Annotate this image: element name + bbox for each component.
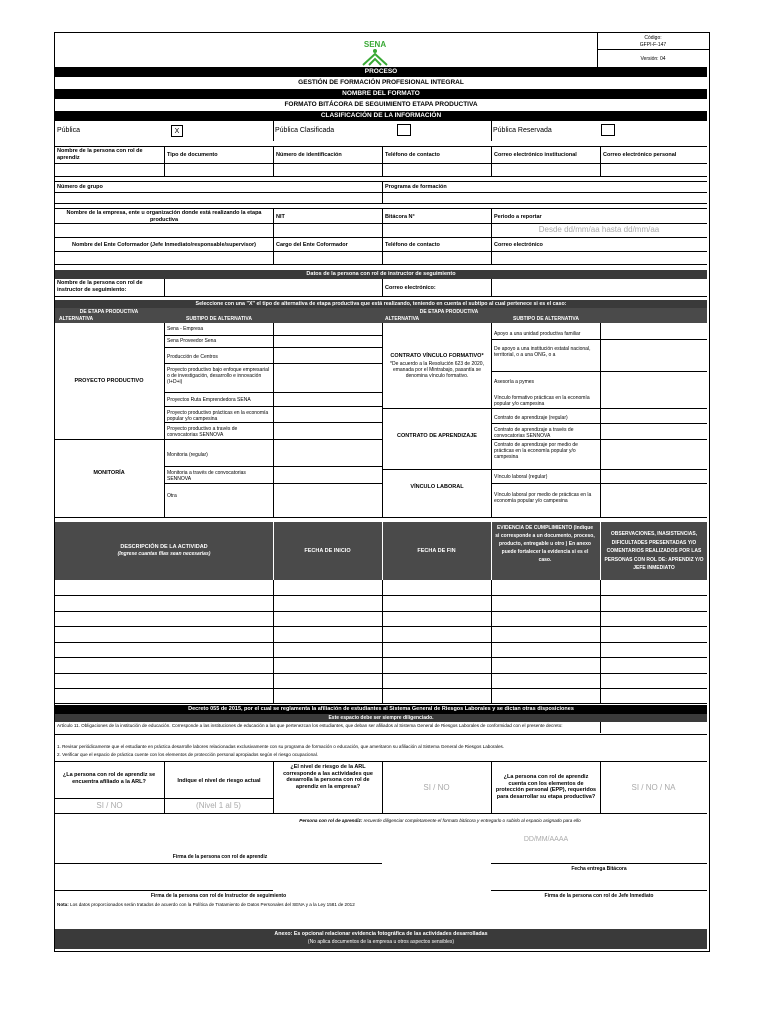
ac-select-2[interactable] (601, 424, 706, 438)
doc-type-label: Tipo de documento (167, 152, 218, 158)
activities-table (55, 580, 707, 704)
start-date-header: FECHA DE INICIO (304, 548, 351, 554)
desc-hint: (Ingrese cuantas filas sean necesarias) (117, 551, 211, 557)
coformer-email-input[interactable] (492, 252, 706, 263)
observations-header: OBSERVACIONES, INASISTENCIAS, DIFICULTADES PRESENTADAS Y/O COMENTARIOS REALIZADOS POR LAS PERSONAS CON ROL DE: APRENDIZ Y/O JEFE INMEDIATO (604, 531, 704, 571)
ac-select-3[interactable] (601, 440, 706, 468)
public-label: Pública (57, 127, 80, 134)
lb-select-2[interactable] (601, 484, 706, 516)
classification-row (55, 121, 707, 141)
mon-item-2: Monitoria a través de convocatorias SENNOVA (167, 470, 246, 482)
personal-email-label: Correo electrónico personal (603, 152, 677, 158)
instructor-section-title: Datos de la persona con rol de instructor de seguimiento (55, 270, 707, 279)
must-fill-note: Este espacio debe ser siempre diligenciado. (55, 714, 707, 722)
format-title: NOMBRE DEL FORMATO (55, 89, 707, 99)
boss-signature-label: Firma de la persona con rol de Jefe Inmediato (544, 893, 654, 899)
arl-q3-answer[interactable]: SI / NO (423, 783, 450, 792)
classification-title: CLASIFICACIÓN DE LA INFORMACIÓN (55, 111, 707, 121)
header (55, 33, 707, 67)
pp-select-6[interactable] (274, 407, 381, 421)
arl-q4: ¿La persona con rol de aprendiz cuenta con los elementos de protección personal (EPP), requeridos para desarrollar su etapa productiva? (495, 774, 597, 800)
pp-item-2: Sena Proveedor Sena (167, 338, 217, 344)
article-text: Artículo 11. Obligaciones de la institución de educación. Corresponde a las instituciones de educación a las que pertenezcan los estudiantes, que deban ser afiliados al Sistema General de Riesgos Laborales de conformidad con el presente decreto: (57, 723, 563, 728)
inst-email-label: Correo electrónico institucional (494, 152, 577, 158)
alternatives-right (382, 323, 707, 517)
decree-title: Decreto 055 de 2015, por el cual se reglamenta la afiliación de estudiantes al Sistema General de Riesgos Laborales y se dictan otras disposiciones (55, 705, 707, 714)
tb-select-3[interactable] (601, 372, 706, 390)
tb-item-3: Asesoría a pymes (494, 379, 535, 385)
pp-item-1: Sena - Empresa (167, 326, 204, 332)
period-input[interactable]: Desde dd/mm/aa hasta dd/mm/aa (538, 225, 660, 234)
pp-select-7[interactable] (274, 423, 381, 438)
ac-select-1[interactable] (601, 409, 706, 422)
alternatives-title: Seleccione con una "X" el tipo de alternativa de etapa productiva que está realizando, teniendo en cuenta el subtipo al cual pertenece si es el caso: (55, 300, 707, 308)
training-bond-label: CONTRATO VÍNCULO FORMATIVO* (390, 353, 484, 359)
alt-header-left: ALTERNATIVA (59, 316, 94, 322)
reminder-text: recuerde diligenciar completamente el formato bitácora y entregarlo o subirlo al espacio asignado para ello (362, 818, 581, 823)
sena-logo (355, 39, 395, 67)
pp-item-4: Proyecto productivo bajo enfoque empresarial o de investigación, desarrollo e innovación (I+D+i) (167, 367, 270, 385)
activity-row-2[interactable] (56, 596, 272, 610)
bitacora-form (54, 32, 710, 952)
pp-select-4[interactable] (274, 364, 381, 391)
coformer-email-label: Correo electrónico (494, 242, 543, 248)
format-name: FORMATO BITÁCORA DE SEGUIMIENTO ETAPA PRODUCTIVA (284, 101, 478, 108)
ac-item-3: Contrato de aprendizaje por medio de prácticas en la economía popular y/o campesina (494, 442, 578, 460)
ac-item-1: Contrato de aprendizaje (regular) (494, 415, 568, 421)
apprentice-name-label: Nombre de la persona con rol de aprendiz (57, 148, 143, 161)
ac-item-2: Contrato de aprendizaje a través de convocatorias SENNOVA (494, 427, 574, 439)
public-checkbox[interactable]: X (171, 125, 183, 137)
alternatives-header (55, 308, 707, 323)
id-number-input[interactable] (274, 164, 381, 175)
alt-header-top-right: DE ETAPA PRODUCTIVA (419, 309, 479, 315)
logbook-no-label: Bitácora N° (385, 214, 415, 220)
mon-select-1[interactable] (274, 440, 381, 465)
arl-q1: ¿La persona con rol de aprendiz se encuentra afiliado a la ARL? (62, 772, 156, 785)
code-label: Código: (644, 35, 662, 41)
reminder-bold: Persona con rol de aprendiz: (299, 818, 363, 823)
activity-row-1[interactable] (56, 581, 272, 594)
nit-input[interactable] (274, 224, 381, 236)
arl-q3: ¿El nivel de riesgo de la ARL corresponde a las actividades que desarrolla la persona con rol de aprendiz en la empresa? (283, 764, 373, 790)
arl-questions (55, 761, 707, 813)
code-value: GFPI-F-147 (639, 42, 667, 48)
alt-header-right: ALTERNATIVA (385, 316, 420, 322)
phone-label: Teléfono de contacto (385, 152, 440, 158)
activity-row-7[interactable] (56, 674, 272, 687)
tb-item-1: Apoyo a una unidad productiva familiar (494, 331, 581, 337)
coformer-role-label: Cargo del Ente Coformador (276, 242, 348, 248)
delivery-date-label: Fecha entrega Bitácora (571, 866, 627, 872)
arl-q2: Indique el nivel de riesgo actual (177, 778, 261, 784)
pp-item-6: Proyecto productivo prácticas en la economía popular y/o campesina (167, 410, 269, 422)
mon-select-3[interactable] (274, 484, 381, 516)
classified-label: Pública Clasificada (275, 127, 335, 134)
alternatives-left (55, 323, 382, 517)
period-label: Periodo a reportar (494, 214, 542, 220)
arl-a1[interactable]: SI / NO (96, 801, 123, 810)
group-number-label: Número de grupo (57, 184, 103, 190)
activity-row-4[interactable] (56, 627, 272, 641)
activities-header (55, 522, 707, 580)
program-input[interactable] (383, 193, 706, 202)
activity-row-8[interactable] (56, 689, 272, 702)
annex-subtitle: (No aplica documentos de la empresa u otros aspectos sensibles) (307, 939, 455, 945)
doc-type-input[interactable] (165, 164, 272, 175)
apprentice-section (55, 146, 707, 176)
pp-item-7: Proyecto productivo a través de convocatorias SENNOVA (167, 426, 238, 438)
pp-item-3: Producción de Centros (167, 354, 218, 360)
personal-email-input[interactable] (601, 164, 706, 175)
pp-select-1[interactable] (274, 324, 381, 334)
privacy-note-text: Los datos proporcionados serán tratados de acuerdo con la Política de Tratamiento de Datos Personales del SENA y a la Ley 1581 de 2012 (68, 902, 355, 907)
activity-row-3[interactable] (56, 612, 272, 625)
apprentice-name-input[interactable] (56, 164, 163, 175)
evidence-header: EVIDENCIA DE CUMPLIMIENTO (Indique si corresponde a un documento, proceso, producto, entregable u otro ) En anexo puede fortalecer la evidencia si es el caso. (495, 525, 595, 563)
mon-item-1: Monitoria (regular) (167, 452, 208, 458)
apprentice-signature-label: Firma de la persona con rol de aprendiz (172, 854, 268, 860)
training-bond-note: *De acuerdo a la Resolución 623 de 2020, emanada por el Mintrabajo, pasantía se denomina vínculo formativo. (390, 361, 484, 379)
coformer-name-label: Nombre del Ente Coformador (Jefe Inmediato/responsable/supervisor) (72, 242, 256, 248)
reminder (175, 818, 705, 824)
id-number-label: Número de identificación (276, 152, 342, 158)
reserved-checkbox[interactable] (601, 124, 615, 136)
lb-item-1: Vínculo laboral (regular) (494, 474, 548, 480)
classified-checkbox[interactable] (397, 124, 411, 136)
monitoring-label: MONITORÍA (93, 470, 125, 476)
annex-bar (55, 929, 707, 949)
alt-header-top-left: DE ETAPA PRODUCTIVA (79, 309, 139, 315)
phone-input[interactable] (383, 164, 490, 175)
pp-item-5: Proyectos Ruta Emprendedora SENA (167, 397, 251, 403)
annex-title: Anexo: Es opcional relacionar evidencia fotográfica de las actividades desarrolladas (274, 931, 488, 937)
tb-item-4: Vínculo formativo prácticas en la economía popular y/o campesina (494, 395, 590, 407)
delivery-date-input[interactable]: DD/MM/AAAA (523, 836, 569, 843)
reserved-label: Pública Reservada (493, 127, 552, 134)
arl-a2[interactable]: (Nivel 1 al 5) (196, 801, 241, 810)
apprentice-contract-label: CONTRATO DE APRENDIZAJE (397, 433, 477, 439)
activity-row-6[interactable] (56, 658, 272, 672)
coformer-role-input[interactable] (274, 252, 381, 263)
logbook-no-input[interactable] (383, 224, 490, 236)
instructor-email-label: Correo electrónico: (385, 285, 436, 291)
instructor-name-label: Nombre de la persona con rol de instructor de seguimiento: (57, 280, 143, 293)
privacy-note-bold: Nota: (57, 902, 69, 907)
pp-select-3[interactable] (274, 348, 381, 362)
lb-select-1[interactable] (601, 470, 706, 482)
sub-header-left: SUBTIPO DE ALTERNATIVA (186, 316, 252, 322)
nit-label: NIT (276, 214, 285, 220)
program-label: Programa de formación (385, 184, 447, 190)
lb-item-2: Vínculo laboral por medio de prácticas en la economía popular y/o campesina (494, 492, 592, 504)
group-number-input[interactable] (56, 193, 381, 202)
company-name-input[interactable] (56, 224, 272, 236)
privacy-note (57, 902, 417, 908)
pp-select-5[interactable] (274, 393, 381, 405)
tb-select-2[interactable] (601, 340, 706, 370)
version: Versión: 04 (640, 56, 666, 62)
company-name-label: Nombre de la empresa, ente u organización donde está realizando la etapa productiva (66, 210, 262, 223)
coformer-phone-label: Teléfono de contacto (385, 242, 440, 248)
desc-title: DESCRIPCIÓN DE LA ACTIVIDAD (120, 544, 208, 550)
end-date-header: FECHA DE FIN (417, 548, 456, 554)
coformer-phone-input[interactable] (383, 252, 490, 263)
article-item-2: 2. Verificar que el espacio de práctica cuente con los elementos de protección personal apropiados según el riesgo ocupacional. (57, 752, 318, 757)
process-name: GESTIÓN DE FORMACIÓN PROFESIONAL INTEGRAL (298, 79, 464, 86)
process-title: PROCESO (55, 67, 707, 77)
logo-text: SENA (363, 40, 387, 49)
activity-row-5[interactable] (56, 643, 272, 656)
instructor-email-input[interactable] (492, 280, 706, 294)
coformer-name-input[interactable] (56, 252, 272, 263)
tb-item-2: De apoyo a una institución estatal nacional, territorial, o a una ONG, o a (494, 346, 591, 358)
sena-logo-icon (355, 39, 395, 67)
inst-email-input[interactable] (492, 164, 599, 175)
article-item-1: 1. Revisar periódicamente que el estudiante en práctica desarrolle labores relacionadas exclusivamente con su programa de formación o educación, que ameritaron su afiliación al Sistema General de Riesgos Laborales. (57, 744, 505, 749)
pp-select-2[interactable] (274, 336, 381, 346)
tb-select-1[interactable] (601, 324, 706, 338)
instructor-name-input[interactable] (165, 280, 381, 294)
tb-select-4[interactable] (601, 391, 706, 407)
labor-bond-label: VÍNCULO LABORAL (410, 484, 464, 490)
mon-item-3: Otra (167, 493, 177, 499)
instructor-signature-label: Firma de la persona con rol de Instructor de seguimiento (150, 893, 287, 899)
sub-header-right: SUBTIPO DE ALTERNATIVA (513, 316, 579, 322)
arl-q4-answer[interactable]: SI / NO / NA (631, 783, 676, 792)
mon-select-2[interactable] (274, 467, 381, 482)
productive-project-label: PROYECTO PRODUCTIVO (74, 378, 144, 384)
